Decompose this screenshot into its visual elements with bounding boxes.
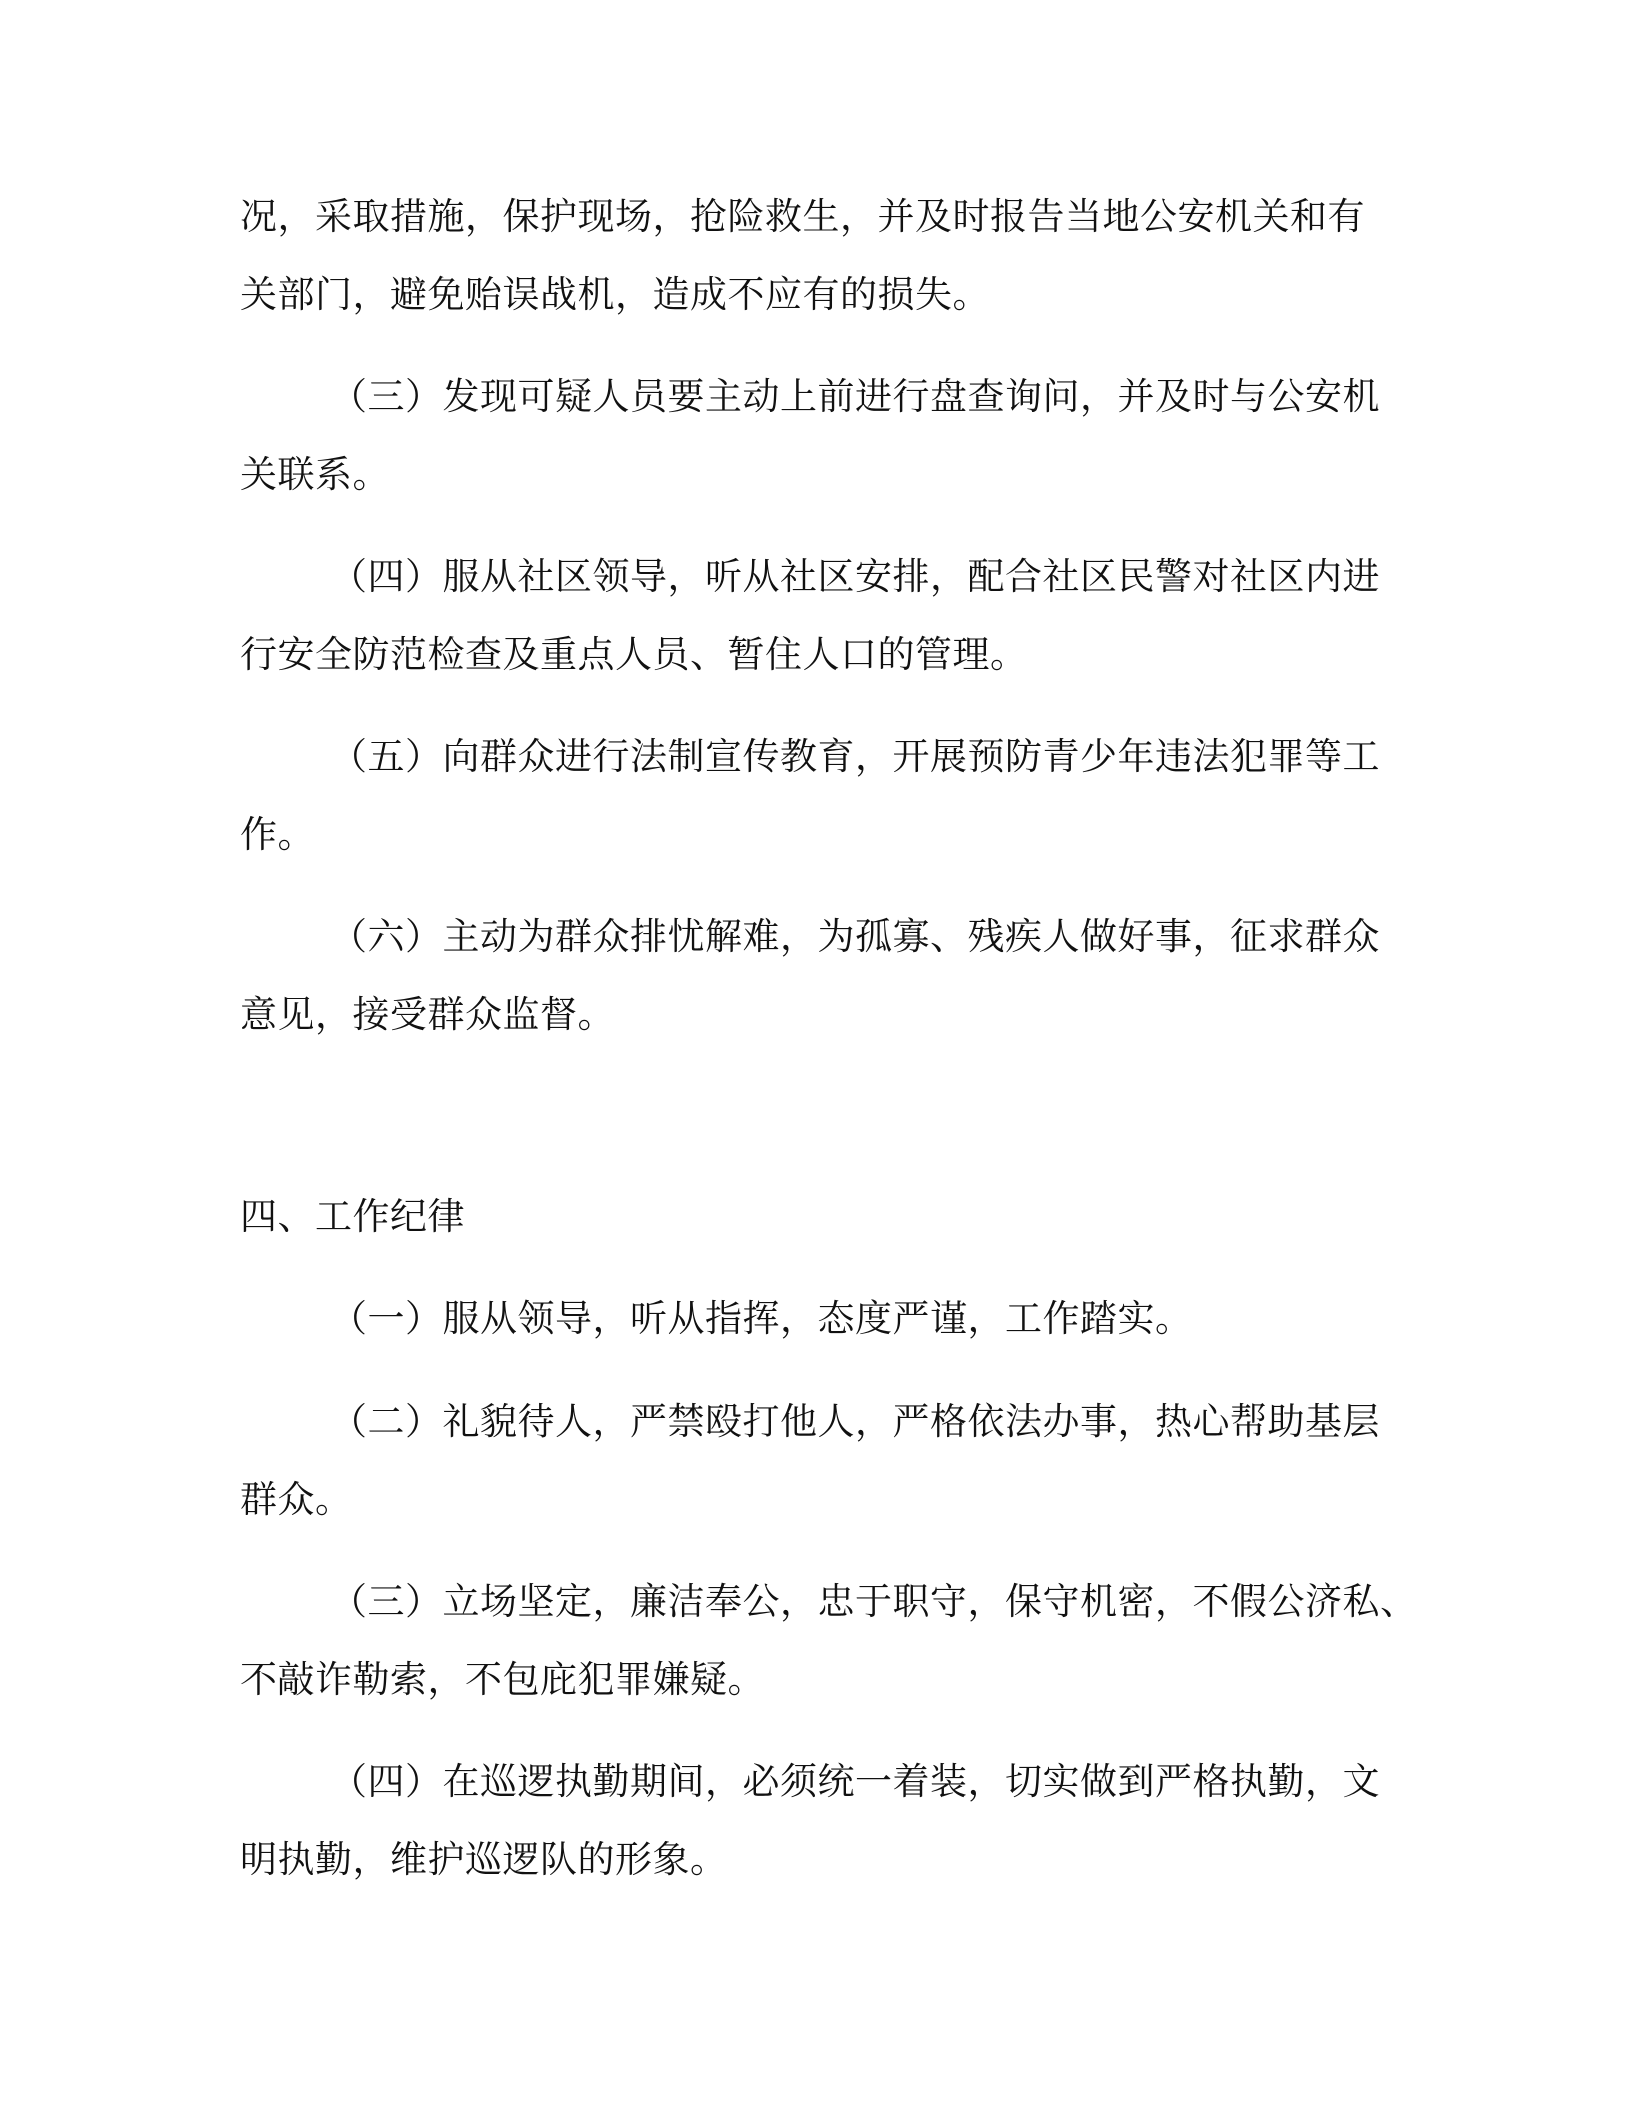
text-line: （五）向群众进行法制宣传教育，开展预防青少年违法犯罪等工: [330, 735, 1380, 778]
paragraph-item-5: [240, 718, 1390, 874]
section-heading: [240, 1178, 1390, 1256]
paragraph-item-3: [240, 358, 1390, 514]
text-line: 况，采取措施，保护现场，抢险救生，并及时报告当地公安机关和有: [240, 195, 1365, 238]
paragraph-rule-3: [240, 1563, 1418, 1719]
text-line: （三）立场坚定，廉洁奉公，忠于职守，保守机密，不假公济私、: [330, 1580, 1418, 1623]
text-line: （二）礼貌待人，严禁殴打他人，严格依法办事，热心帮助基层: [330, 1400, 1380, 1443]
text-line: 群众。: [240, 1478, 353, 1521]
text-line: 关联系。: [240, 453, 390, 496]
paragraph-continuation: [240, 178, 1390, 334]
text-line: （四）服从社区领导，听从社区安排，配合社区民警对社区内进: [330, 555, 1380, 598]
text-line: （三）发现可疑人员要主动上前进行盘查询问，并及时与公安机: [330, 375, 1380, 418]
text-line: 意见，接受群众监督。: [240, 993, 615, 1036]
paragraph-item-4: [240, 538, 1390, 694]
text-line: （四）在巡逻执勤期间，必须统一着装，切实做到严格执勤，文: [330, 1760, 1380, 1803]
section-title: 四、工作纪律: [240, 1195, 465, 1238]
text-line: 明执勤，维护巡逻队的形象。: [240, 1838, 728, 1881]
text-line: （一）服从领导，听从指挥，态度严谨，工作踏实。: [330, 1297, 1193, 1340]
text-line: 行安全防范检查及重点人员、暂住人口的管理。: [240, 633, 1028, 676]
text-line: 作。: [240, 813, 315, 856]
paragraph-rule-1: [240, 1280, 1390, 1358]
text-line: 关部门，避免贻误战机，造成不应有的损失。: [240, 273, 990, 316]
paragraph-rule-4: [240, 1743, 1390, 1899]
text-line: （六）主动为群众排忧解难，为孤寡、残疾人做好事，征求群众: [330, 915, 1380, 958]
paragraph-item-6: [240, 898, 1390, 1054]
text-line: 不敲诈勒索，不包庇犯罪嫌疑。: [240, 1658, 765, 1701]
paragraph-rule-2: [240, 1383, 1390, 1539]
